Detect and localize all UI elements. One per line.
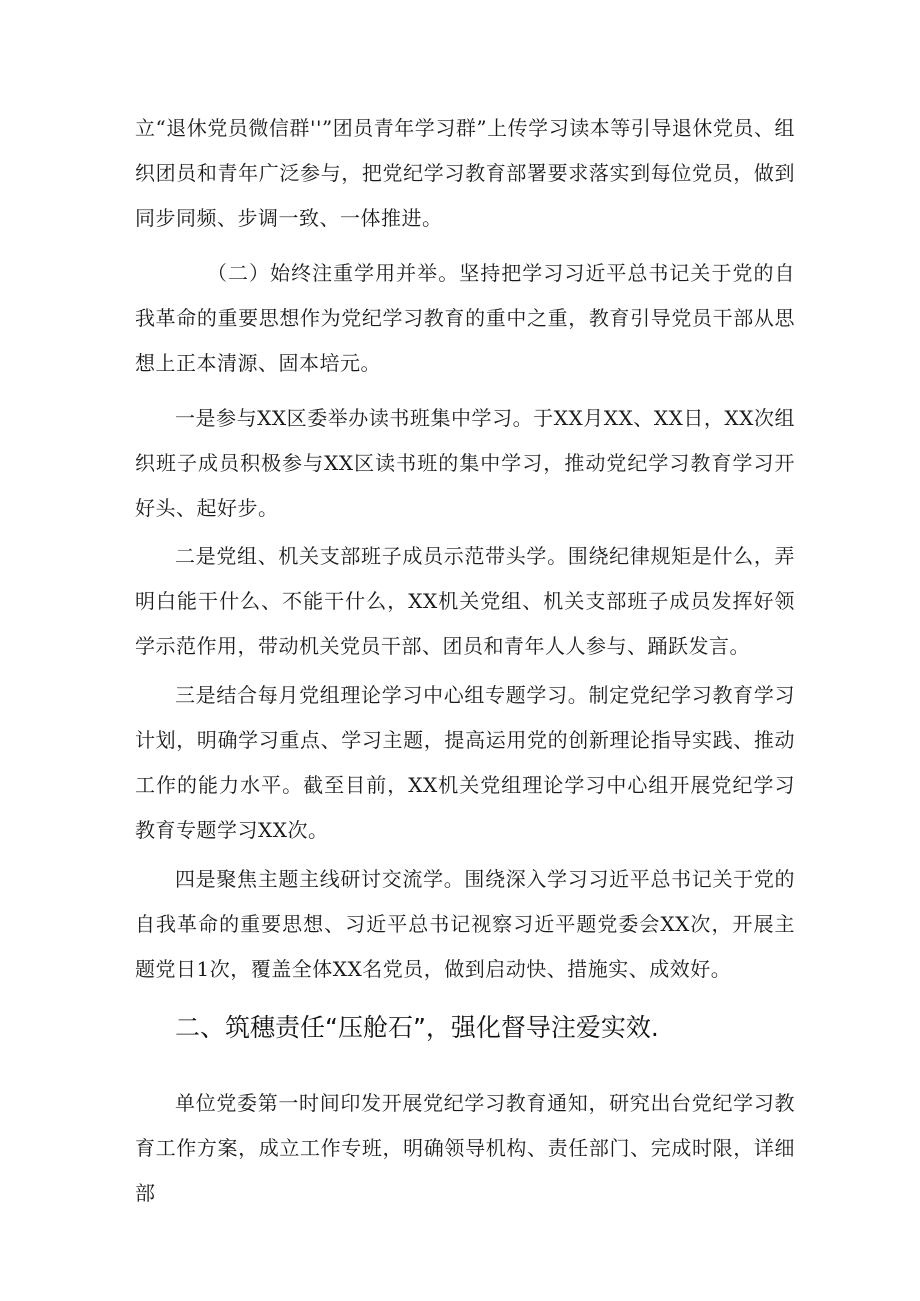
section-heading: 二、筑穗责任“压舱石”，强化督导注爱实效.: [175, 1013, 659, 1042]
paragraph-item-one: 一是参与XX区委举办读书班集中学习。于XX月XX、XX日，XX次组织班子成员积极参与XX区读书班的集中学习，推动党纪学习教育学习开好头、起好步。: [135, 406, 795, 520]
paragraph-item-four: 四是聚焦主题主线研讨交流学。围绕深入学习习近平总书记关于党的自我革命的重要思想、习近平总书记视察习近平题党委会XX次，开展主题党日1次，覆盖全体XX名党员，做到启动快、措施实、成效好。: [135, 867, 795, 981]
paragraph-section-two: （二）始终注重学用并举。坚持把学习习近平总书记关于党的自我革命的重要思想作为党纪学习教育的重中之重，教育引导党员干部从思想上正本清源、固本培元。: [135, 261, 795, 375]
paragraph-item-three: 三是结合每月党组理论学习中心组专题学习。制定党纪学习教育学习计划，明确学习重点、学习主题，提高运用党的创新理论指导实践、推动工作的能力水平。截至目前，XX机关党组理论学习中心组开展党纪学习教育专题学习XX次。: [135, 683, 795, 842]
paragraph-continuation: 立“退休党员微信群''”团员青年学习群”上传学习读本等引导退休党员、组织团员和青年广泛参与，把党纪学习教育部署要求落实到每位党员，做到同步同频、步调一致、一体推进。: [135, 116, 795, 230]
paragraph-final: 单位党委第一时间印发开展党纪学习教育通知，研究出台党纪学习教育工作方案，成立工作专班，明确领导机构、责任部门、完成时限，详细部: [135, 1091, 795, 1205]
paragraph-item-two: 二是党组、机关支部班子成员示范带头学。围绕纪律规矩是什么，弄明白能干什么、不能干什么，XX机关党组、机关支部班子成员发挥好领学示范作用，带动机关党员干部、团员和青年人人参与、踊跃发言。: [135, 544, 795, 658]
